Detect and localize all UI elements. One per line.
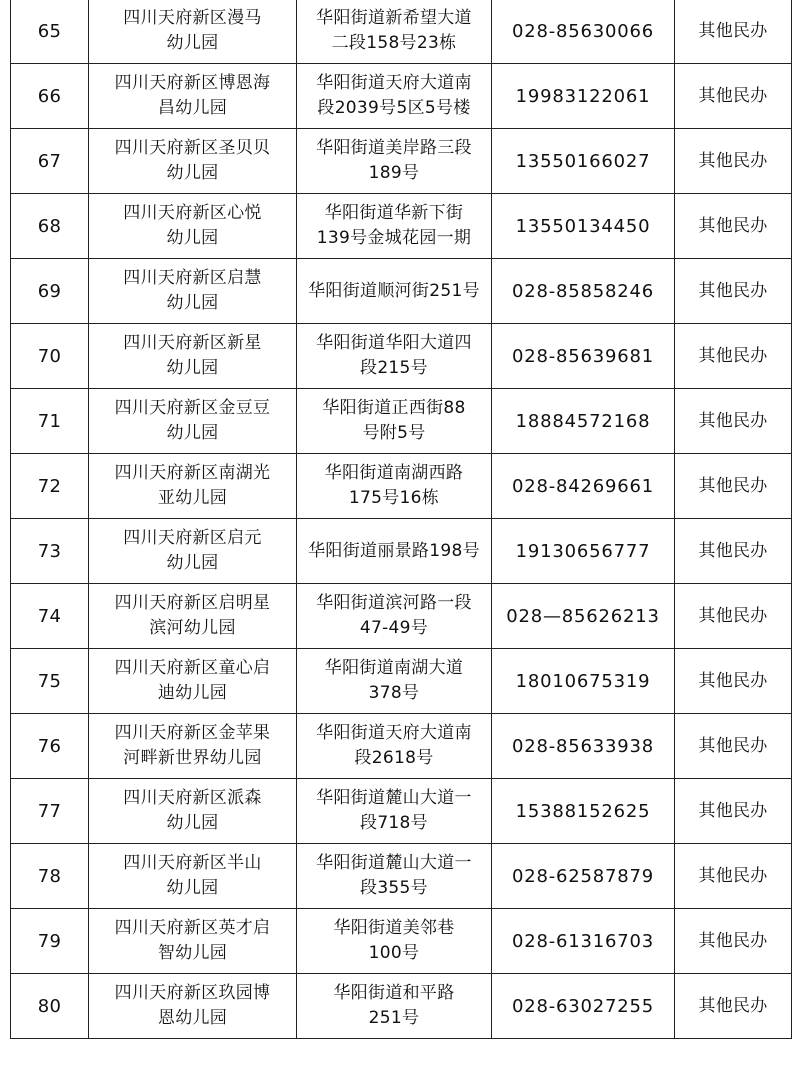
kindergarten-name-cell — [89, 389, 297, 454]
kindergarten-name-line: 四川天府新区漫马 — [123, 8, 262, 28]
address-line: 华阳街道天府大道南 — [316, 723, 472, 743]
serial-number-cell: 72 — [11, 454, 89, 519]
phone-cell: 19983122061 — [492, 64, 675, 129]
table-row — [11, 844, 792, 909]
kindergarten-name-line: 四川天府新区金豆豆 — [114, 398, 271, 418]
address-line: 47-49号 — [359, 618, 429, 638]
kindergarten-name-line: 四川天府新区启元 — [123, 528, 262, 548]
table-row — [11, 584, 792, 649]
address-line: 华阳街道华新下街 — [324, 203, 464, 223]
phone-cell: 028-84269661 — [492, 454, 675, 519]
kindergarten-name-line: 幼儿园 — [166, 813, 219, 833]
kindergarten-name-line: 幼儿园 — [166, 228, 219, 248]
address-cell — [297, 519, 492, 584]
school-type-cell: 其他民办 — [675, 64, 792, 129]
kindergarten-name-line: 四川天府新区童心启 — [114, 658, 271, 678]
address-line: 251号 — [368, 1008, 420, 1028]
address-cell — [297, 194, 492, 259]
kindergarten-name-line: 河畔新世界幼儿园 — [123, 748, 262, 768]
kindergarten-name-line: 四川天府新区英才启 — [114, 918, 271, 938]
address-line: 华阳街道麓山大道一 — [316, 788, 472, 808]
school-type-cell: 其他民办 — [675, 0, 792, 64]
address-line: 段355号 — [360, 878, 428, 898]
school-type-cell: 其他民办 — [675, 454, 792, 519]
address-line: 华阳街道华阳大道四 — [316, 333, 472, 353]
serial-number-cell: 65 — [11, 0, 89, 64]
address-line: 华阳街道新希望大道 — [316, 8, 472, 28]
serial-number-cell: 66 — [11, 64, 89, 129]
address-cell — [297, 389, 492, 454]
address-line: 100号 — [368, 943, 420, 963]
address-cell — [297, 324, 492, 389]
address-cell — [297, 714, 492, 779]
address-line: 华阳街道天府大道南 — [316, 73, 472, 93]
address-line: 段215号 — [360, 358, 428, 378]
address-cell — [297, 974, 492, 1039]
phone-cell: 028-61316703 — [492, 909, 675, 974]
address-line: 号附5号 — [362, 423, 426, 443]
address-cell — [297, 649, 492, 714]
serial-number-cell: 73 — [11, 519, 89, 584]
kindergarten-name-line: 四川天府新区金苹果 — [114, 723, 271, 743]
address-line: 段2039号5区5号楼 — [317, 98, 471, 118]
address-cell — [297, 779, 492, 844]
school-type-cell: 其他民办 — [675, 714, 792, 779]
school-type-cell: 其他民办 — [675, 909, 792, 974]
kindergarten-name-cell — [89, 649, 297, 714]
kindergarten-name-cell — [89, 844, 297, 909]
kindergarten-name-line: 幼儿园 — [166, 163, 219, 183]
kindergarten-name-line: 恩幼儿园 — [157, 1008, 228, 1028]
kindergarten-name-line: 四川天府新区玖园博 — [114, 983, 271, 1003]
school-type-cell: 其他民办 — [675, 649, 792, 714]
table-row — [11, 389, 792, 454]
phone-cell: 13550134450 — [492, 194, 675, 259]
serial-number-cell: 67 — [11, 129, 89, 194]
table-row — [11, 909, 792, 974]
school-type-cell: 其他民办 — [675, 194, 792, 259]
kindergarten-name-cell — [89, 129, 297, 194]
address-line: 二段158号23栋 — [331, 33, 457, 53]
phone-cell: 028-85630066 — [492, 0, 675, 64]
kindergarten-name-line: 幼儿园 — [166, 553, 219, 573]
serial-number-cell: 71 — [11, 389, 89, 454]
kindergarten-name-line: 四川天府新区圣贝贝 — [114, 138, 271, 158]
phone-cell: 028-85858246 — [492, 259, 675, 324]
kindergarten-name-line: 幼儿园 — [166, 293, 219, 313]
address-line: 华阳街道美邻巷 — [333, 918, 455, 938]
address-cell — [297, 454, 492, 519]
kindergarten-name-line: 四川天府新区南湖光 — [114, 463, 271, 483]
kindergarten-name-line: 滨河幼儿园 — [149, 618, 236, 638]
address-line: 段2618号 — [354, 748, 434, 768]
kindergarten-table — [10, 0, 792, 1039]
kindergarten-name-cell — [89, 454, 297, 519]
phone-cell: 18010675319 — [492, 649, 675, 714]
address-line: 华阳街道丽景路198号 — [308, 540, 480, 561]
serial-number-cell: 78 — [11, 844, 89, 909]
school-type-cell: 其他民办 — [675, 519, 792, 584]
address-line: 华阳街道南湖西路 — [324, 463, 464, 483]
school-type-cell: 其他民办 — [675, 389, 792, 454]
table-row — [11, 64, 792, 129]
kindergarten-name-line: 亚幼儿园 — [157, 488, 228, 508]
kindergarten-name-cell — [89, 714, 297, 779]
serial-number-cell: 68 — [11, 194, 89, 259]
address-line: 华阳街道顺河街251号 — [308, 280, 480, 301]
school-type-cell: 其他民办 — [675, 974, 792, 1039]
school-type-cell: 其他民办 — [675, 584, 792, 649]
kindergarten-name-line: 四川天府新区心悦 — [123, 203, 262, 223]
kindergarten-name-line: 四川天府新区派森 — [123, 788, 262, 808]
school-type-cell: 其他民办 — [675, 259, 792, 324]
serial-number-cell: 79 — [11, 909, 89, 974]
kindergarten-name-line: 幼儿园 — [166, 358, 219, 378]
kindergarten-name-cell — [89, 194, 297, 259]
kindergarten-name-line: 幼儿园 — [166, 33, 219, 53]
table-row — [11, 194, 792, 259]
address-cell — [297, 909, 492, 974]
kindergarten-name-line: 四川天府新区半山 — [123, 853, 262, 873]
table-body — [11, 0, 792, 1039]
table-row — [11, 0, 792, 64]
phone-cell: 028-62587879 — [492, 844, 675, 909]
address-line: 175号16栋 — [348, 488, 440, 508]
address-line: 华阳街道正西街88 — [322, 398, 466, 418]
phone-cell: 028-85639681 — [492, 324, 675, 389]
table-row — [11, 779, 792, 844]
table-row — [11, 324, 792, 389]
kindergarten-name-cell — [89, 909, 297, 974]
address-cell — [297, 64, 492, 129]
table-row — [11, 519, 792, 584]
address-line: 华阳街道和平路 — [333, 983, 455, 1003]
school-type-cell: 其他民办 — [675, 129, 792, 194]
school-type-cell: 其他民办 — [675, 844, 792, 909]
address-line: 华阳街道滨河路一段 — [316, 593, 472, 613]
serial-number-cell: 76 — [11, 714, 89, 779]
kindergarten-name-line: 幼儿园 — [166, 878, 219, 898]
phone-cell: 19130656777 — [492, 519, 675, 584]
address-cell — [297, 0, 492, 64]
address-cell — [297, 259, 492, 324]
kindergarten-name-line: 四川天府新区启慧 — [123, 268, 262, 288]
address-cell — [297, 844, 492, 909]
kindergarten-name-cell — [89, 0, 297, 64]
serial-number-cell: 69 — [11, 259, 89, 324]
table-row — [11, 714, 792, 779]
kindergarten-name-cell — [89, 64, 297, 129]
table-row — [11, 129, 792, 194]
kindergarten-name-line: 昌幼儿园 — [157, 98, 228, 118]
address-line: 139号金城花园一期 — [316, 228, 472, 248]
address-line: 华阳街道南湖大道 — [324, 658, 464, 678]
kindergarten-name-line: 智幼儿园 — [157, 943, 228, 963]
kindergarten-name-cell — [89, 779, 297, 844]
phone-cell: 15388152625 — [492, 779, 675, 844]
kindergarten-name-cell — [89, 324, 297, 389]
address-line: 华阳街道美岸路三段 — [316, 138, 472, 158]
kindergarten-name-cell — [89, 974, 297, 1039]
phone-cell: 028-63027255 — [492, 974, 675, 1039]
address-cell — [297, 129, 492, 194]
table-row — [11, 974, 792, 1039]
address-line: 378号 — [368, 683, 420, 703]
kindergarten-name-cell — [89, 584, 297, 649]
address-line: 段718号 — [360, 813, 428, 833]
table-row — [11, 649, 792, 714]
serial-number-cell: 74 — [11, 584, 89, 649]
serial-number-cell: 80 — [11, 974, 89, 1039]
serial-number-cell: 77 — [11, 779, 89, 844]
school-type-cell: 其他民办 — [675, 324, 792, 389]
kindergarten-name-cell — [89, 259, 297, 324]
table-row — [11, 454, 792, 519]
serial-number-cell: 75 — [11, 649, 89, 714]
kindergarten-name-cell — [89, 519, 297, 584]
phone-cell: 028—85626213 — [492, 584, 675, 649]
kindergarten-name-line: 迪幼儿园 — [157, 683, 228, 703]
address-line: 189号 — [368, 163, 420, 183]
address-line: 华阳街道麓山大道一 — [316, 853, 472, 873]
phone-cell: 028-85633938 — [492, 714, 675, 779]
school-type-cell: 其他民办 — [675, 779, 792, 844]
phone-cell: 18884572168 — [492, 389, 675, 454]
address-cell — [297, 584, 492, 649]
phone-cell: 13550166027 — [492, 129, 675, 194]
kindergarten-name-line: 四川天府新区博恩海 — [114, 73, 271, 93]
kindergarten-name-line: 四川天府新区新星 — [123, 333, 262, 353]
table-row — [11, 259, 792, 324]
serial-number-cell: 70 — [11, 324, 89, 389]
kindergarten-name-line: 四川天府新区启明星 — [114, 593, 271, 613]
kindergarten-name-line: 幼儿园 — [166, 423, 219, 443]
